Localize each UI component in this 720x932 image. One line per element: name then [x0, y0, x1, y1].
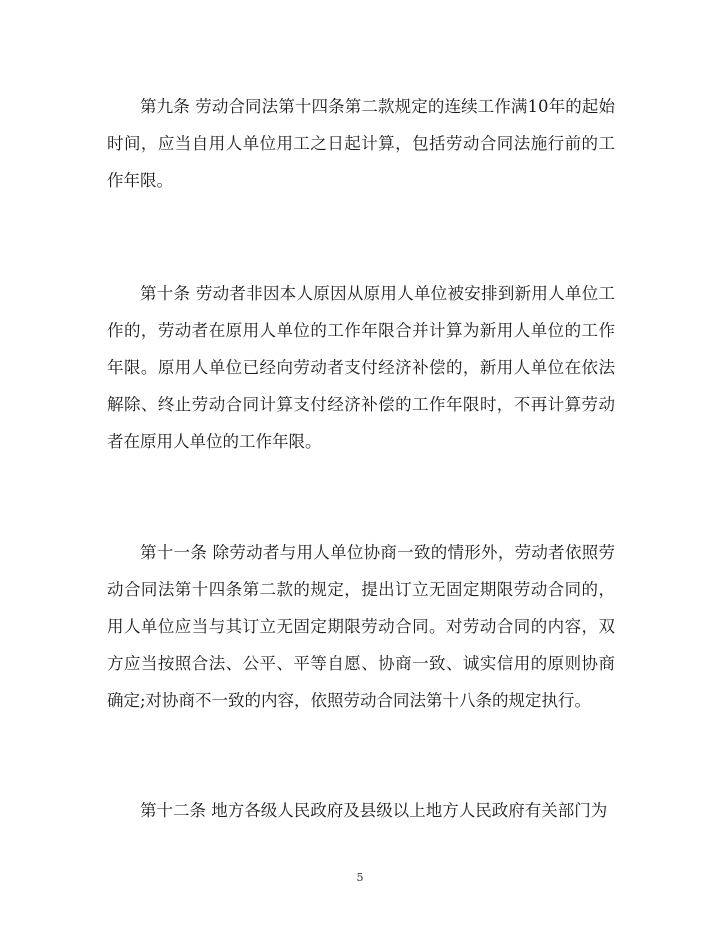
article-9: 第九条 劳动合同法第十四条第二款规定的连续工作满10年的起始时间，应当自用人单位用工之日起计算，包括劳动合同法施行前的工作年限。 [107, 97, 615, 190]
page-number: 5 [356, 871, 364, 884]
article-12: 第十二条 地方各级人民政府及县级以上地方人民政府有关部门为 [140, 801, 608, 820]
article-10: 第十条 劳动者非因本人原因从原用人单位被安排到新用人单位工作的，劳动者在原用人单位的工作年限合并计算为新用人单位的工作年限。原用人单位已经向劳动者支付经济补偿的，新用人单位在依法解除、终止劳动合同计算支付经济补偿的工作年限时，不再计算劳动者在原用人单位的工作年限。 [107, 284, 615, 451]
article-11: 第十一条 除劳动者与用人单位协商一致的情形外，劳动者依照劳动合同法第十四条第二款的规定，提出订立无固定期限劳动合同的，用人单位应当与其订立无固定期限劳动合同。对劳动合同的内容，双方应当按照合法、公平、平等自愿、协商一致、诚实信用的原则协商确定;对协商不一致的内容，依照劳动合同法第十八条的规定执行。 [107, 543, 615, 710]
